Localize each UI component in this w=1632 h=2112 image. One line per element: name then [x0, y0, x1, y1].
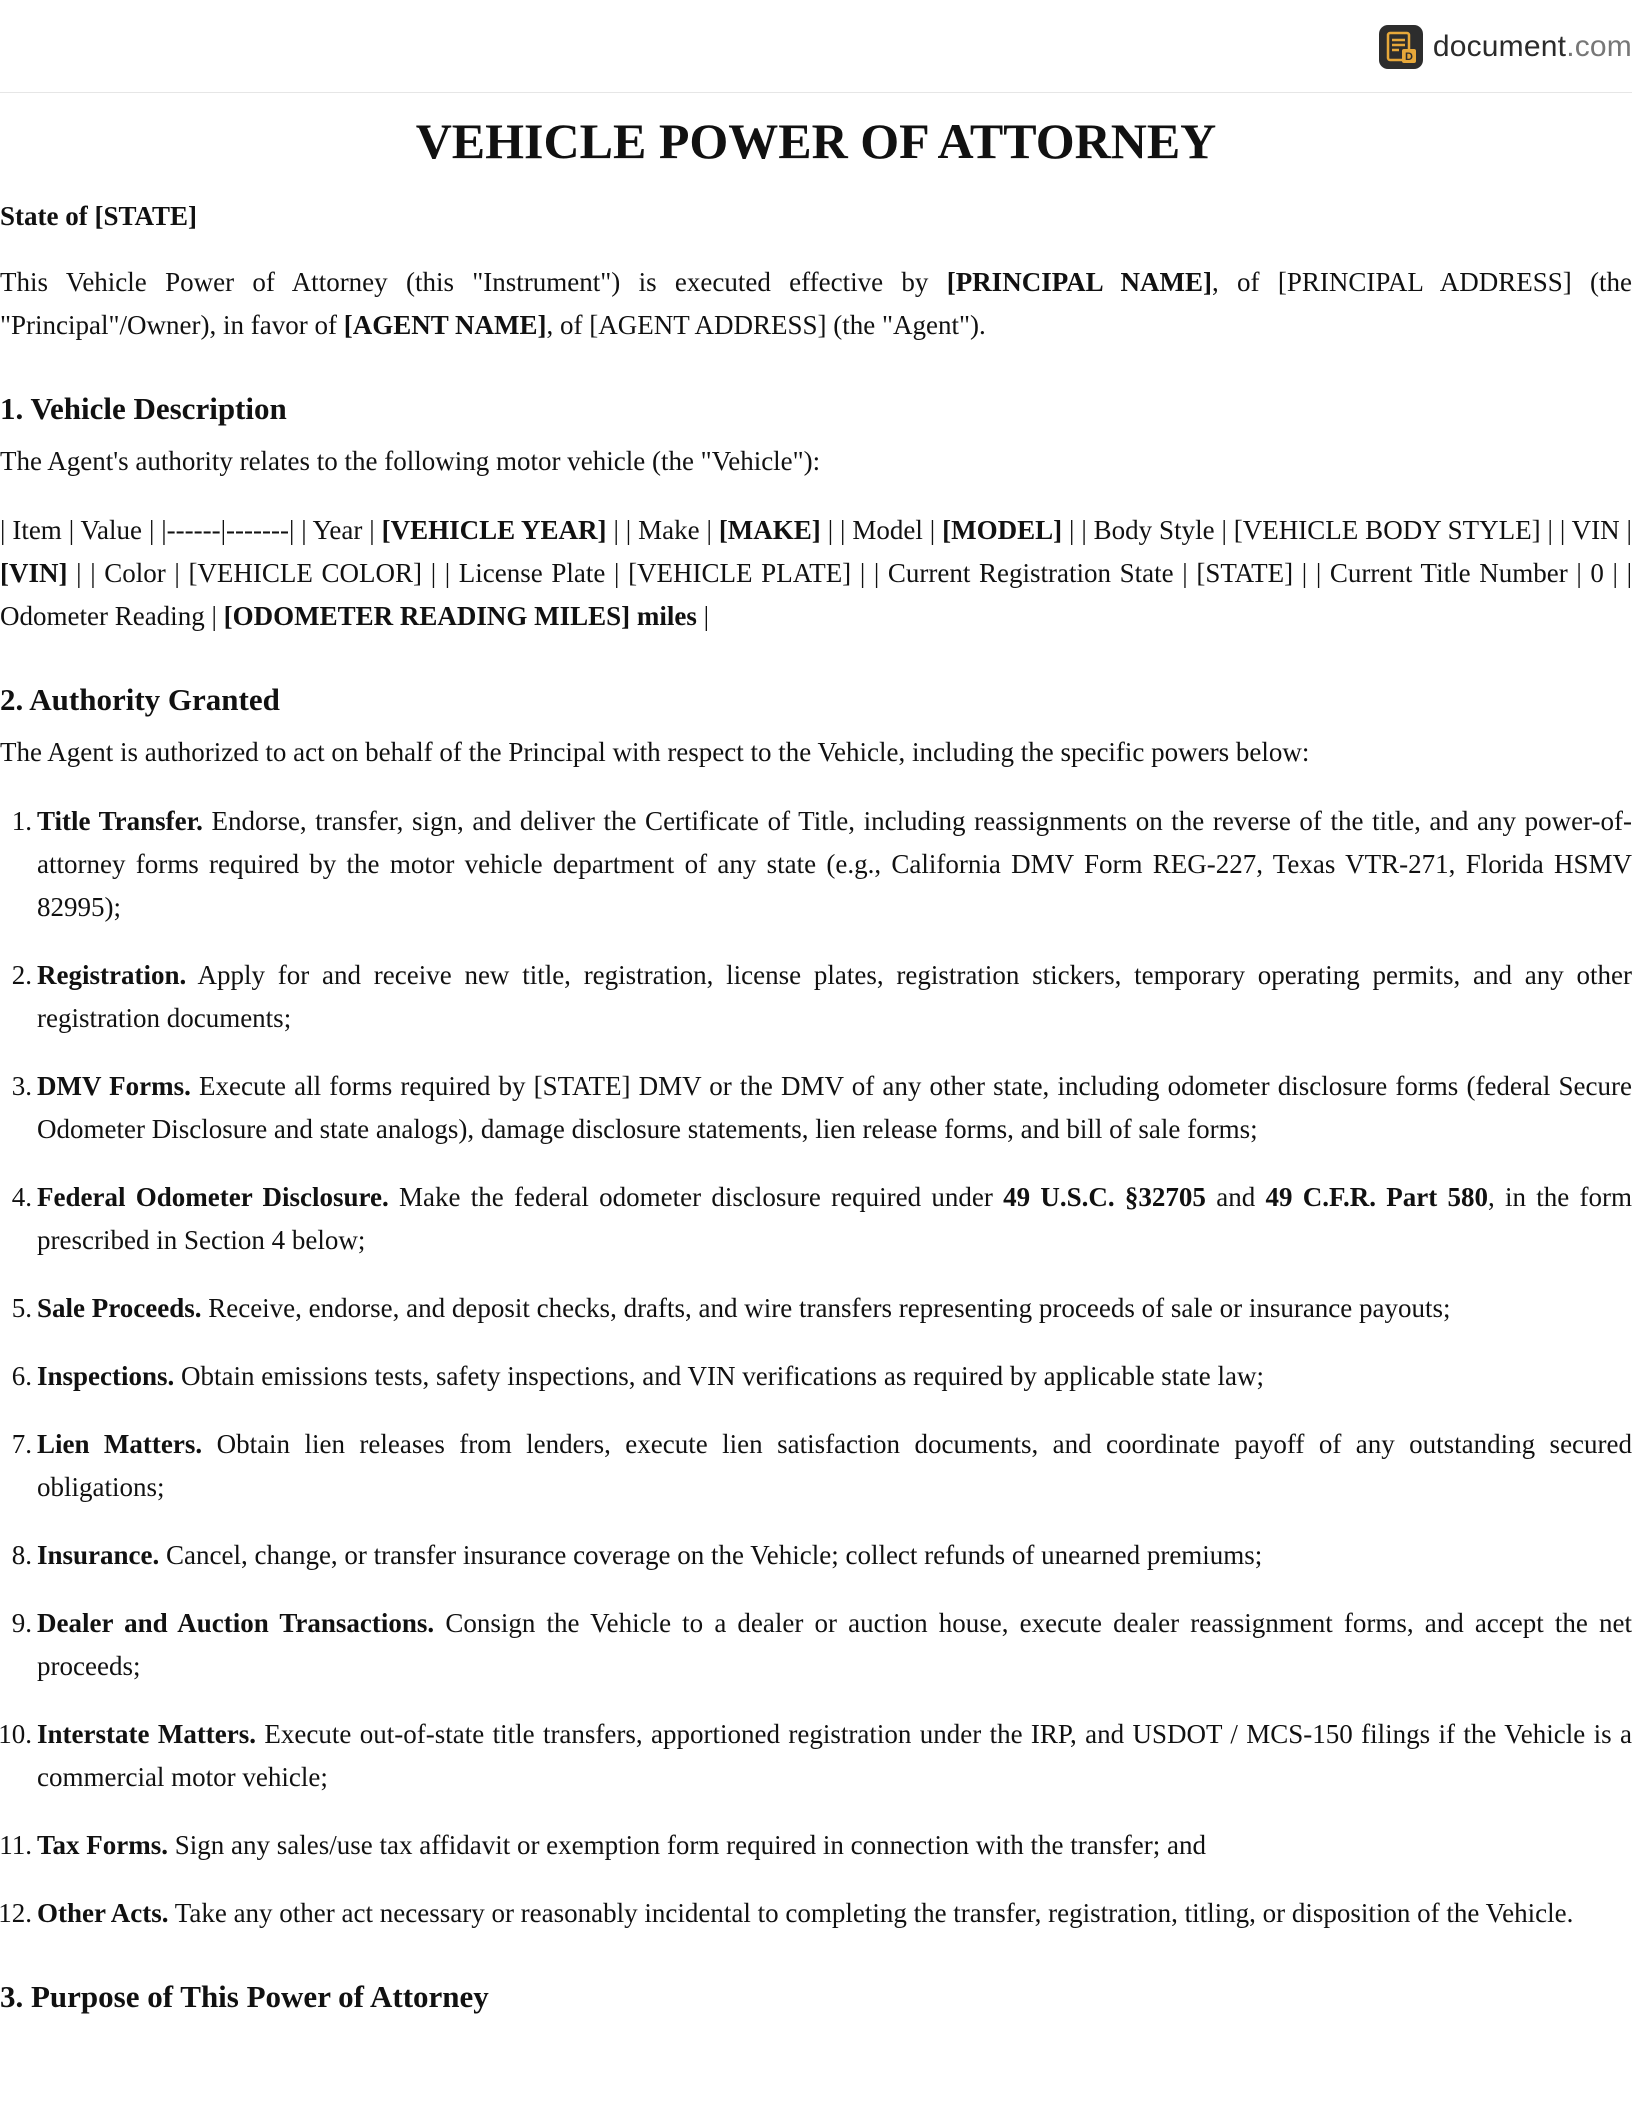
intro-paragraph: [0, 261, 1632, 347]
section-heading-purpose: 3. Purpose of This Power of Attorney: [0, 1979, 489, 2014]
list-item: [37, 1713, 1632, 1799]
list-item: [37, 1065, 1632, 1151]
vehicle-table-text: [0, 509, 1632, 638]
table-text: | | Color | [VEHICLE COLOR] | | License Plate | [VEHICLE PLATE] | | Current Registration State | [STATE] | | Current Title Number | 0 | | Odometer Reading |: [0, 558, 1632, 631]
power-title: Title Transfer.: [37, 806, 203, 836]
power-title: Sale Proceeds.: [37, 1293, 202, 1323]
svg-text:D: D: [1404, 51, 1413, 63]
document-title: VEHICLE POWER OF ATTORNEY: [415, 113, 1217, 169]
section-heading-authority-granted: 2. Authority Granted: [0, 682, 280, 717]
power-title: Registration.: [37, 960, 187, 990]
power-text: and: [1205, 1182, 1266, 1212]
list-item: [37, 800, 1632, 929]
list-item: [37, 1176, 1632, 1262]
power-title: Lien Matters.: [37, 1429, 203, 1459]
list-item: [37, 954, 1632, 1040]
power-text: Receive, endorse, and deposit checks, drafts, and wire transfers representing proceeds of sale or insurance payouts;: [201, 1293, 1451, 1323]
list-item: [37, 1602, 1632, 1688]
vehicle-make: [MAKE]: [718, 515, 821, 545]
intro-text: , of [AGENT ADDRESS] (the "Agent").: [546, 310, 986, 340]
section-heading-vehicle-description: 1. Vehicle Description: [0, 391, 287, 426]
header-bar: [0, 0, 1632, 93]
power-title: Tax Forms.: [37, 1830, 169, 1860]
document-body: [0, 93, 1632, 2018]
list-item: [37, 1892, 1632, 1935]
brand-logo[interactable]: [1379, 24, 1632, 70]
section-lead: The Agent is authorized to act on behalf of the Principal with respect to the Vehicle, including the specific powers below:: [0, 737, 1310, 767]
vehicle-vin: [VIN]: [0, 558, 68, 588]
list-item: [37, 1534, 1632, 1577]
power-text: Obtain lien releases from lenders, execute lien satisfaction documents, and coordinate payoff of any outstanding secured obligations;: [37, 1429, 1632, 1502]
power-text: Obtain emissions tests, safety inspections, and VIN verifications as required by applicable state law;: [174, 1361, 1265, 1391]
list-item: [37, 1423, 1632, 1509]
power-title: DMV Forms.: [37, 1071, 191, 1101]
vehicle-year: [VEHICLE YEAR]: [381, 515, 607, 545]
power-text: Endorse, transfer, sign, and deliver the Certificate of Title, including reassignments on the reverse of the title, and any power-of-attorney forms required by the motor vehicle department of any state (e.g., California DMV Form REG-227, Texas VTR-271, Florida HSMV 82995);: [37, 806, 1632, 922]
list-item: [37, 1355, 1632, 1398]
power-text: Execute all forms required by [STATE] DMV or the DMV of any other state, including odometer disclosure forms (federal Secure Odometer Disclosure and state analogs), damage disclosure statements, lien release forms, and bill of sale forms;: [37, 1071, 1632, 1144]
power-text: Take any other act necessary or reasonably incidental to completing the transfer, registration, titling, or disposition of the Vehicle.: [168, 1898, 1574, 1928]
power-title: Other Acts.: [37, 1898, 169, 1928]
power-text: Cancel, change, or transfer insurance coverage on the Vehicle; collect refunds of unearned premiums;: [159, 1540, 1263, 1570]
document-logo-icon: [1379, 25, 1423, 69]
brand-name: document: [1432, 30, 1567, 63]
intro-text: This Vehicle Power of Attorney (this "Instrument") is executed effective by: [0, 267, 947, 297]
table-text: | | Body Style | [VEHICLE BODY STYLE] | | VIN |: [1062, 515, 1632, 545]
power-text: Sign any sales/use tax affidavit or exemption form required in connection with the transfer; and: [168, 1830, 1206, 1860]
power-title: Inspections.: [37, 1361, 175, 1391]
table-text: | Item | Value | |------|-------| | Year |: [0, 515, 382, 545]
state-line: State of [STATE]: [0, 201, 197, 231]
agent-name: [AGENT NAME]: [343, 310, 547, 340]
power-text: Execute out-of-state title transfers, apportioned registration under the IRP, and USDOT / MCS-150 filings if the Vehicle is a commercial motor vehicle;: [37, 1719, 1632, 1792]
regulation-citation: 49 C.F.R. Part 580: [1265, 1182, 1488, 1212]
intro-text: , of [PRINCIPAL ADDRESS] (the "Principal"/Owner), in favor of: [0, 267, 1632, 340]
brand-tld: .com: [1566, 30, 1632, 63]
power-text: Consign the Vehicle to a dealer or auction house, execute dealer reassignment forms, and accept the net proceeds;: [37, 1608, 1632, 1681]
list-item: [37, 1824, 1632, 1867]
section-lead: The Agent's authority relates to the following motor vehicle (the "Vehicle"):: [0, 446, 821, 476]
vehicle-model: [MODEL]: [942, 515, 1063, 545]
odometer-reading: [ODOMETER READING MILES] miles: [223, 601, 697, 631]
power-text: , in the form prescribed in Section 4 below;: [37, 1182, 1632, 1255]
powers-list: [0, 800, 1632, 1935]
power-title: Interstate Matters.: [37, 1719, 257, 1749]
power-text: Make the federal odometer disclosure required under: [388, 1182, 1004, 1212]
table-text: | | Make |: [606, 515, 719, 545]
list-item: [37, 1287, 1632, 1330]
power-title: Insurance.: [37, 1540, 160, 1570]
power-title: Dealer and Auction Transactions.: [37, 1608, 435, 1638]
statute-citation: 49 U.S.C. §32705: [1003, 1182, 1206, 1212]
power-title: Federal Odometer Disclosure.: [37, 1182, 389, 1212]
brand-wordmark: [1433, 30, 1632, 64]
table-text: | | Model |: [820, 515, 943, 545]
table-text: |: [696, 601, 710, 631]
power-text: Apply for and receive new title, registration, license plates, registration stickers, temporary operating permits, and any other registration documents;: [37, 960, 1632, 1033]
principal-name: [PRINCIPAL NAME]: [946, 267, 1212, 297]
